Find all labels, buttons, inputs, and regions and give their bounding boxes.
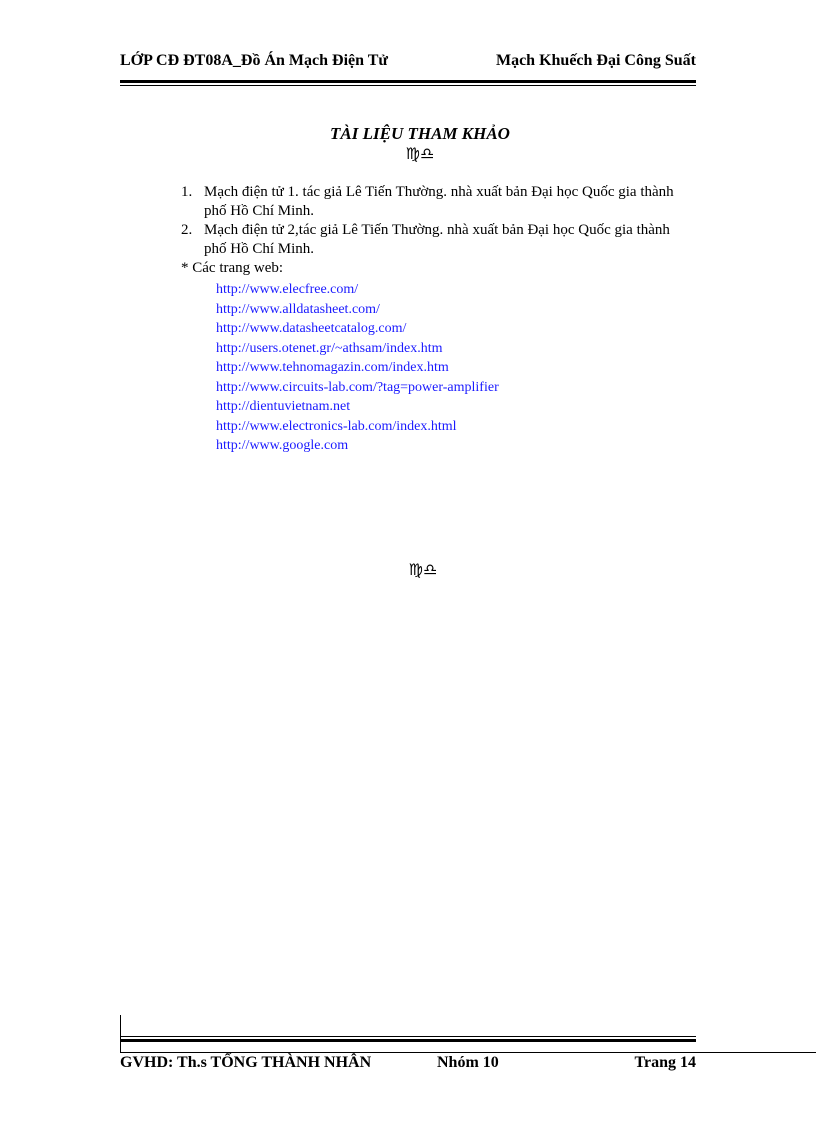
websites-label: * Các trang web:	[181, 260, 284, 276]
footer-vertical-rule	[120, 1015, 121, 1053]
footer-rule-thick	[120, 1039, 696, 1042]
header-rule-thick	[120, 80, 696, 83]
ornament-icon: ♍♎	[405, 144, 435, 163]
website-link[interactable]: http://dientuvietnam.net	[216, 399, 351, 414]
ornament-bottom-icon: ♍♎	[408, 560, 438, 579]
reference-text: Mạch điện tử 1. tác giả Lê Tiến Thường. nhà xuất bản Đại học Quốc gia thành phố Hồ Chí Minh.	[204, 184, 674, 219]
footer-rule-bottom	[120, 1052, 816, 1053]
website-link[interactable]: http://www.google.com	[216, 438, 349, 453]
footer-page-number: Trang 14	[634, 1054, 696, 1071]
website-link[interactable]: http://www.electronics-lab.com/index.html	[216, 418, 457, 434]
website-link[interactable]: http://www.elecfree.com/	[216, 282, 359, 297]
reference-text: Mạch điện tử 2,tác giả Lê Tiến Thường. nhà xuất bản Đại học Quốc gia thành phố Hồ Chí Minh.	[204, 222, 670, 257]
website-link[interactable]: http://www.tehnomagazin.com/index.htm	[216, 360, 449, 375]
header-rule-thin	[120, 85, 696, 86]
footer-instructor: GVHD: Th.s TỐNG THÀNH NHÂN	[120, 1054, 372, 1071]
website-link[interactable]: http://www.circuits-lab.com/?tag=power-amplifier	[216, 379, 499, 395]
reference-number: 2.	[181, 222, 193, 238]
reference-number: 1.	[181, 184, 193, 200]
reference-item	[181, 221, 681, 259]
website-link-list	[216, 280, 499, 456]
reference-item	[181, 183, 681, 221]
header-left-text: LỚP CĐ ĐT08A_Đồ Án Mạch Điện Tử	[120, 52, 388, 69]
page-title: TÀI LIỆU THAM KHẢO	[330, 124, 510, 143]
website-link[interactable]: http://www.datasheetcatalog.com/	[216, 321, 407, 336]
footer-rule-thin	[120, 1036, 696, 1037]
website-link[interactable]: http://www.alldatasheet.com/	[216, 301, 380, 317]
header-right-text: Mạch Khuếch Đại Công Suất	[495, 52, 696, 69]
website-link[interactable]: http://users.otenet.gr/~athsam/index.htm	[216, 340, 443, 356]
footer-group: Nhóm 10	[437, 1054, 499, 1071]
